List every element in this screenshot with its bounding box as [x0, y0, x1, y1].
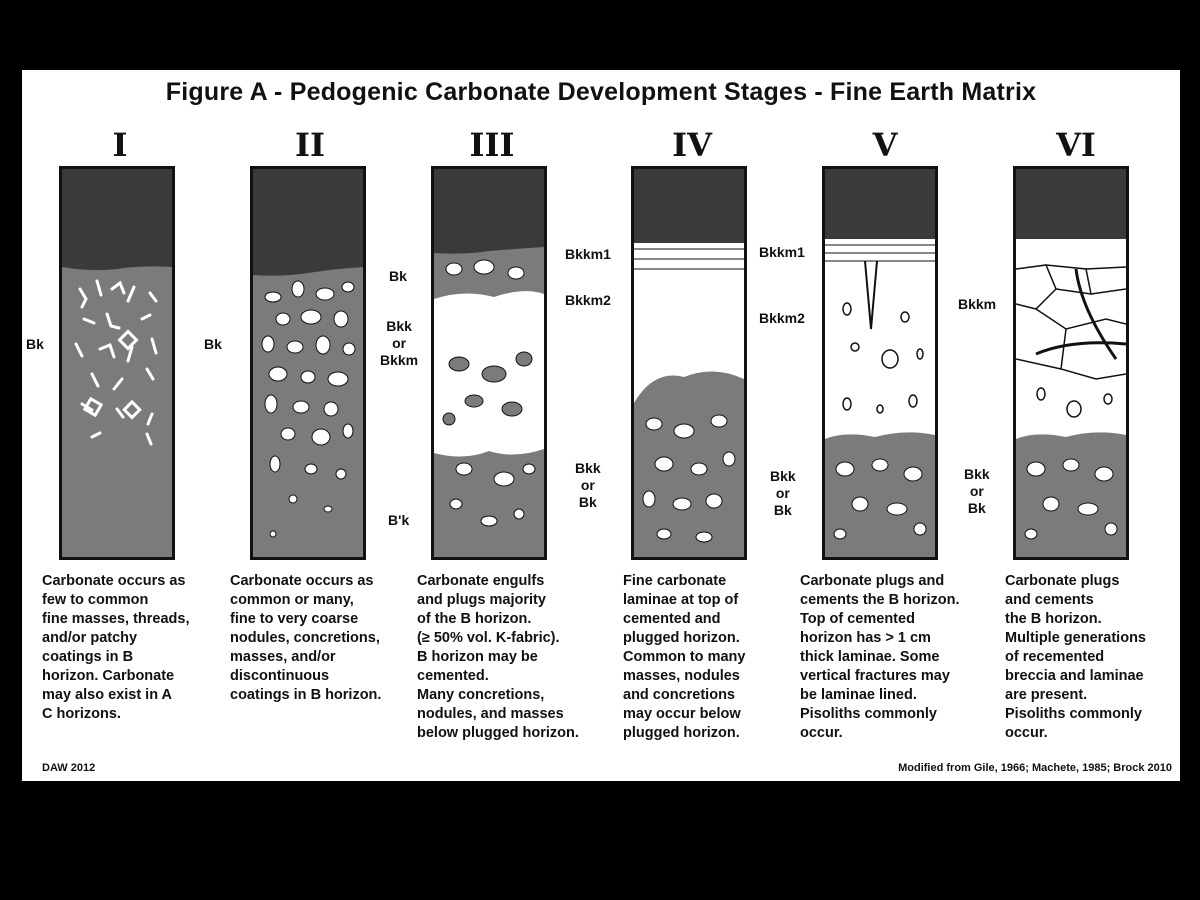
stage-numeral-6: VI: [1056, 126, 1096, 164]
horizon-label-stage-2: Bk: [204, 336, 222, 352]
horizon-label-stage-4-bottom: Bkk or Bk: [575, 460, 601, 510]
soil-column-stage-6: [1013, 166, 1129, 560]
soil-column-stage-3: [431, 166, 547, 560]
footer-author: DAW 2012: [42, 762, 96, 774]
soil-column-stage-4: [631, 166, 747, 560]
horizon-label-stage-1: Bk: [26, 336, 44, 352]
soil-column-stage-5: [822, 166, 938, 560]
stage-numeral-2: II: [295, 126, 325, 164]
description-stage-3: Carbonate engulfs and plugs majority of the B horizon. (≥ 50% vol. K-fabric). B horizon may be cemented. Many concretions, nodules, and masses below plugged horizon.: [417, 573, 579, 741]
horizon-label-stage-3-bottom: B'k: [388, 512, 410, 528]
description-stage-4: Fine carbonate laminae at top of cemented and plugged horizon. Common to many masses, nodules and concretions may occur below plugged horizon.: [623, 573, 746, 741]
soil-column-stage-1: [59, 166, 175, 560]
description-stage-5: Carbonate plugs and cements the B horizon. Top of cemented horizon has > 1 cm thick laminae. Some vertical fractures may be laminae lined. Pisoliths commonly occur.: [800, 573, 960, 741]
footer-source: Modified from Gile, 1966; Machete, 1985; Brock 2010: [898, 762, 1172, 774]
horizon-label-stage-5-bottom: Bkk or Bk: [770, 468, 796, 518]
stage-numeral-5: V: [872, 126, 898, 164]
stage-numeral-3: III: [469, 126, 515, 164]
horizon-label-stage-5-mid: Bkkm2: [759, 310, 805, 326]
horizon-label-stage-4-mid: Bkkm2: [565, 292, 611, 308]
description-stage-6: Carbonate plugs and cements the B horizon. Multiple generations of recemented breccia and laminae are present. Pisoliths commonly occur.: [1005, 573, 1146, 741]
horizon-label-stage-5-top: Bkkm1: [759, 244, 805, 260]
description-stage-1: Carbonate occurs as few to common fine masses, threads, and/or patchy coatings in B horizon. Carbonate may also exist in A C horizons.: [42, 573, 190, 722]
stage-numeral-1: I: [112, 126, 128, 164]
description-stage-2: Carbonate occurs as common or many, fine to very coarse nodules, concretions, masses, and/or discontinuous coatings in B horizon.: [230, 573, 382, 703]
horizon-label-stage-6-bottom: Bkk or Bk: [964, 466, 990, 516]
horizon-label-stage-3-mid: Bkk or Bkkm: [380, 318, 419, 368]
stage-numeral-4: IV: [672, 126, 712, 164]
figure-panel: [22, 70, 1180, 781]
soil-column-stage-2: [250, 166, 366, 560]
horizon-label-stage-6-top: Bkkm: [958, 296, 997, 312]
horizon-label-stage-3-top: Bk: [389, 268, 407, 284]
figure-title: Figure A - Pedogenic Carbonate Development Stages - Fine Earth Matrix: [165, 78, 1037, 106]
horizon-label-stage-4-top: Bkkm1: [565, 246, 611, 262]
